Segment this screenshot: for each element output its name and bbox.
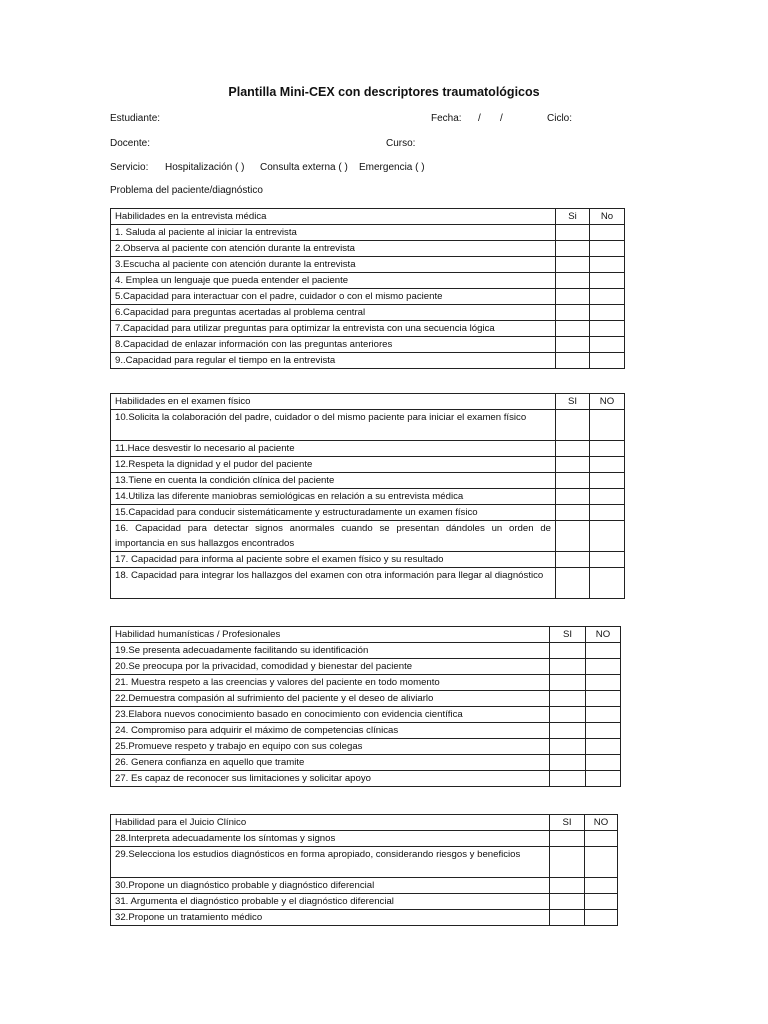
item-text: 13.Tiene en cuenta la condición clínica del paciente	[111, 473, 556, 489]
no-cell[interactable]	[590, 521, 625, 552]
no-cell[interactable]	[585, 878, 618, 894]
si-cell[interactable]	[550, 878, 585, 894]
no-cell[interactable]	[590, 273, 625, 289]
no-cell[interactable]	[590, 473, 625, 489]
hospitalizacion-option: Hospitalización ( )	[165, 162, 245, 173]
si-cell[interactable]	[556, 521, 590, 552]
si-cell[interactable]	[556, 321, 590, 337]
fecha-slash-2: /	[500, 113, 503, 124]
docente-label: Docente:	[110, 138, 151, 149]
emergencia-option: Emergencia ( )	[359, 162, 425, 173]
si-cell[interactable]	[556, 257, 590, 273]
item-text: 1. Saluda al paciente al iniciar la entrevista	[111, 225, 556, 241]
table-row	[111, 257, 625, 273]
item-text: 23.Elabora nuevos conocimiento basado en conocimiento con evidencia científica	[111, 707, 550, 723]
no-cell[interactable]	[590, 505, 625, 521]
si-cell[interactable]	[556, 305, 590, 321]
item-text: 6.Capacidad para preguntas acertadas al problema central	[111, 305, 556, 321]
no-cell[interactable]	[590, 337, 625, 353]
no-cell[interactable]	[590, 568, 625, 599]
table-row	[111, 771, 621, 787]
no-cell[interactable]	[590, 457, 625, 473]
item-text: 29.Selecciona los estudios diagnósticos en forma apropiado, considerando riesgos y beneficios	[111, 847, 550, 878]
problema-label: Problema del paciente/diagnóstico	[110, 185, 263, 196]
table-row	[111, 441, 625, 457]
item-text: 7.Capacidad para utilizar preguntas para optimizar la entrevista con una secuencia lógica	[111, 321, 556, 337]
no-cell[interactable]	[590, 321, 625, 337]
section-heading: Habilidades en el examen físico	[111, 394, 556, 410]
table-header-row	[111, 815, 618, 831]
item-text: 11.Hace desvestir lo necesario al paciente	[111, 441, 556, 457]
entrevista-table	[110, 208, 625, 369]
item-text: 26. Genera confianza en aquello que tramite	[111, 755, 550, 771]
table-row	[111, 568, 625, 599]
item-text: 21. Muestra respeto a las creencias y valores del paciente en todo momento	[111, 675, 550, 691]
fecha-label: Fecha:	[431, 113, 462, 124]
table-header-row	[111, 627, 621, 643]
si-cell[interactable]	[550, 707, 586, 723]
no-cell[interactable]	[586, 707, 621, 723]
item-text: 25.Promueve respeto y trabajo en equipo con sus colegas	[111, 739, 550, 755]
si-cell[interactable]	[556, 473, 590, 489]
si-cell[interactable]	[550, 755, 586, 771]
no-cell[interactable]	[590, 241, 625, 257]
item-text: 27. Es capaz de reconocer sus limitaciones y solicitar apoyo	[111, 771, 550, 787]
table-row	[111, 353, 625, 369]
table-row	[111, 755, 621, 771]
si-cell[interactable]	[556, 410, 590, 441]
no-cell[interactable]	[586, 691, 621, 707]
si-cell[interactable]	[556, 489, 590, 505]
item-text: 2.Observa al paciente con atención durante la entrevista	[111, 241, 556, 257]
table-row	[111, 273, 625, 289]
no-cell[interactable]	[585, 847, 618, 878]
item-text: 19.Se presenta adecuadamente facilitando su identificación	[111, 643, 550, 659]
no-header: NO	[585, 815, 618, 831]
si-header: SI	[550, 815, 585, 831]
item-text: 4. Emplea un lenguaje que pueda entender el paciente	[111, 273, 556, 289]
si-cell[interactable]	[556, 505, 590, 521]
si-header: Si	[556, 209, 590, 225]
table-row	[111, 831, 618, 847]
item-text: 32.Propone un tratamiento médico	[111, 910, 550, 926]
table-row	[111, 473, 625, 489]
item-text: 10.Solicita la colaboración del padre, cuidador o del mismo paciente para iniciar el examen físico	[111, 410, 556, 441]
si-cell[interactable]	[556, 441, 590, 457]
table-row	[111, 337, 625, 353]
item-text: 15.Capacidad para conducir sistemáticamente y estructuradamente un examen físico	[111, 505, 556, 521]
item-text: 22.Demuestra compasión al sufrimiento del paciente y el deseo de aliviarlo	[111, 691, 550, 707]
no-cell[interactable]	[585, 894, 618, 910]
no-cell[interactable]	[586, 739, 621, 755]
item-text: 5.Capacidad para interactuar con el padre, cuidador o con el mismo paciente	[111, 289, 556, 305]
humanisticas-table	[110, 626, 621, 787]
table-row	[111, 643, 621, 659]
no-cell[interactable]	[590, 257, 625, 273]
item-text: 24. Compromiso para adquirir el máximo de competencias clínicas	[111, 723, 550, 739]
item-text: 30.Propone un diagnóstico probable y diagnóstico diferencial	[111, 878, 550, 894]
si-header: SI	[550, 627, 586, 643]
si-cell[interactable]	[550, 675, 586, 691]
si-header: SI	[556, 394, 590, 410]
item-text: 14.Utiliza las diferente maniobras semiológicas en relación a su entrevista médica	[111, 489, 556, 505]
table-row	[111, 225, 625, 241]
no-cell[interactable]	[590, 353, 625, 369]
table-row	[111, 241, 625, 257]
si-cell[interactable]	[556, 289, 590, 305]
si-cell[interactable]	[550, 739, 586, 755]
si-cell[interactable]	[550, 643, 586, 659]
section-heading: Habilidad humanísticas / Profesionales	[111, 627, 550, 643]
table-header-row	[111, 209, 625, 225]
no-cell[interactable]	[590, 305, 625, 321]
table-row	[111, 521, 625, 552]
si-cell[interactable]	[550, 894, 585, 910]
table-row	[111, 552, 625, 568]
no-cell[interactable]	[585, 831, 618, 847]
no-header: No	[590, 209, 625, 225]
si-cell[interactable]	[550, 847, 585, 878]
item-text: 18. Capacidad para integrar los hallazgos del examen con otra información para llegar al diagnóstico	[111, 568, 556, 599]
no-cell[interactable]	[590, 489, 625, 505]
table-row	[111, 489, 625, 505]
item-text: 8.Capacidad de enlazar información con las preguntas anteriores	[111, 337, 556, 353]
si-cell[interactable]	[556, 552, 590, 568]
table-row	[111, 305, 625, 321]
no-cell[interactable]	[586, 675, 621, 691]
table-row	[111, 659, 621, 675]
table-row	[111, 505, 625, 521]
si-cell[interactable]	[550, 659, 586, 675]
si-cell[interactable]	[550, 910, 585, 926]
table-row	[111, 457, 625, 473]
si-cell[interactable]	[550, 691, 586, 707]
no-cell[interactable]	[586, 643, 621, 659]
no-cell[interactable]	[590, 225, 625, 241]
si-cell[interactable]	[550, 831, 585, 847]
item-text: 9..Capacidad para regular el tiempo en la entrevista	[111, 353, 556, 369]
juicio-clinico-table	[110, 814, 618, 926]
table-row	[111, 847, 618, 878]
table-row	[111, 723, 621, 739]
no-cell[interactable]	[586, 659, 621, 675]
no-cell[interactable]	[585, 910, 618, 926]
item-text: 31. Argumenta el diagnóstico probable y el diagnóstico diferencial	[111, 894, 550, 910]
estudiante-label: Estudiante:	[110, 113, 161, 124]
no-cell[interactable]	[586, 771, 621, 787]
no-cell[interactable]	[586, 723, 621, 739]
no-cell[interactable]	[590, 441, 625, 457]
no-cell[interactable]	[590, 552, 625, 568]
servicio-label: Servicio:	[110, 162, 149, 173]
si-cell[interactable]	[556, 353, 590, 369]
curso-label: Curso:	[386, 138, 416, 149]
table-row	[111, 691, 621, 707]
si-cell[interactable]	[556, 568, 590, 599]
item-text: 28.Interpreta adecuadamente los síntomas y signos	[111, 831, 550, 847]
table-row	[111, 910, 618, 926]
no-cell[interactable]	[586, 755, 621, 771]
si-cell[interactable]	[556, 337, 590, 353]
si-cell[interactable]	[556, 457, 590, 473]
table-row	[111, 707, 621, 723]
si-cell[interactable]	[550, 771, 586, 787]
section-heading: Habilidades en la entrevista médica	[111, 209, 556, 225]
no-header: NO	[590, 394, 625, 410]
item-text: 20.Se preocupa por la privacidad, comodidad y bienestar del paciente	[111, 659, 550, 675]
item-text: 16. Capacidad para detectar signos anormales cuando se presentan dándoles un orden de importancia en sus hallazgos encontrados	[111, 521, 556, 552]
table-header-row	[111, 394, 625, 410]
si-cell[interactable]	[550, 723, 586, 739]
table-row	[111, 675, 621, 691]
table-row	[111, 739, 621, 755]
no-cell[interactable]	[590, 289, 625, 305]
item-text: 12.Respeta la dignidad y el pudor del paciente	[111, 457, 556, 473]
item-text: 3.Escucha al paciente con atención durante la entrevista	[111, 257, 556, 273]
si-cell[interactable]	[556, 241, 590, 257]
table-row	[111, 410, 625, 441]
table-row	[111, 878, 618, 894]
item-text: 17. Capacidad para informa al paciente sobre el examen físico y su resultado	[111, 552, 556, 568]
examen-fisico-table	[110, 393, 625, 599]
si-cell[interactable]	[556, 273, 590, 289]
table-row	[111, 289, 625, 305]
si-cell[interactable]	[556, 225, 590, 241]
consulta-externa-option: Consulta externa ( )	[260, 162, 348, 173]
no-cell[interactable]	[590, 410, 625, 441]
fecha-slash-1: /	[478, 113, 481, 124]
no-header: NO	[586, 627, 621, 643]
ciclo-label: Ciclo:	[547, 113, 573, 124]
section-heading: Habilidad para el Juicio Clínico	[111, 815, 550, 831]
table-row	[111, 321, 625, 337]
page-title: Plantilla Mini-CEX con descriptores traumatológicos	[228, 85, 540, 99]
table-row	[111, 894, 618, 910]
